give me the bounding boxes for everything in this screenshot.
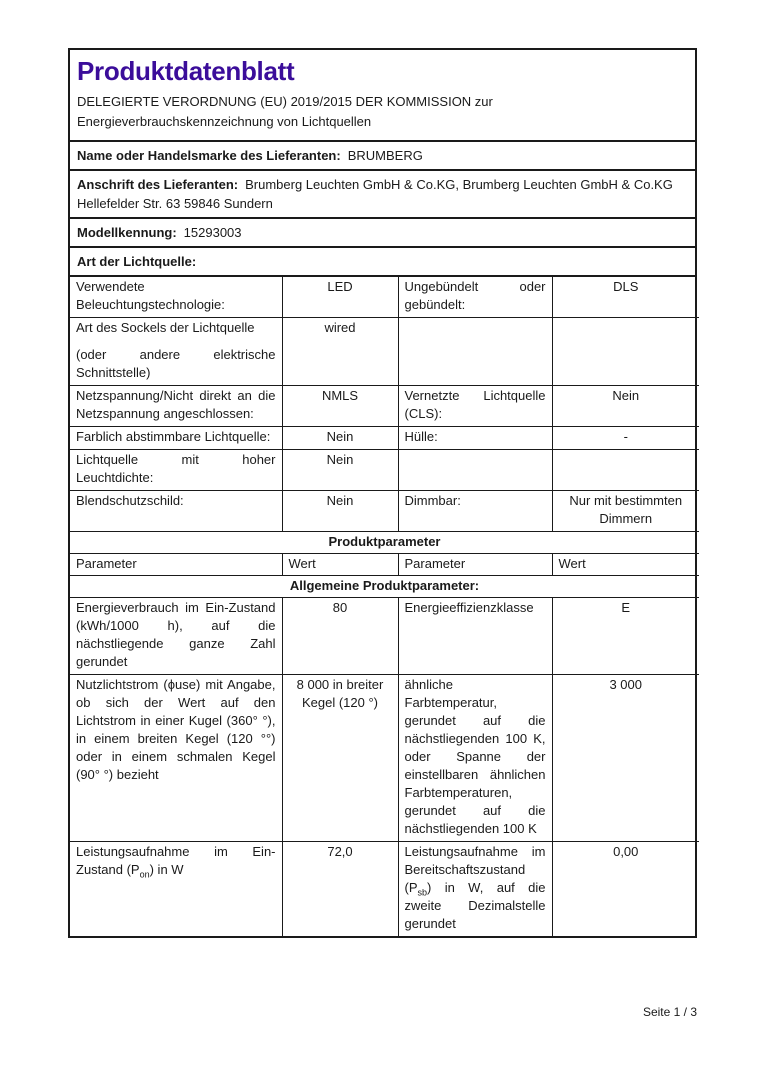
value-cell: NMLS xyxy=(282,386,398,427)
param-cell: Farblich abstimmbare Lichtquelle: xyxy=(70,427,282,450)
value-cell: Nein xyxy=(282,450,398,491)
param-cell: Ungebündelt oder gebündelt: xyxy=(398,277,552,318)
column-header-row xyxy=(70,554,699,576)
param-cell xyxy=(398,318,552,386)
value-cell: Nein xyxy=(282,491,398,532)
value-cell: Nein xyxy=(282,427,398,450)
table-row xyxy=(70,318,699,386)
param-cell: Dimmbar: xyxy=(398,491,552,532)
parameter-table xyxy=(70,277,699,936)
subscript-text: sb xyxy=(417,887,428,898)
subscript-text: on xyxy=(139,869,150,880)
column-header-parameter-left: Parameter xyxy=(70,554,282,576)
section-title-produktparameter: Produktparameter xyxy=(70,532,699,554)
section-title-allgemeine-produktparameter: Allgemeine Produktparameter: xyxy=(70,576,699,598)
param-cell: Verwendete Beleuchtungstechnologie: xyxy=(70,277,282,318)
table-row xyxy=(70,532,699,554)
value-cell: - xyxy=(552,427,699,450)
param-cell: Nutzlichtstrom (ϕuse) mit Angabe, ob sich der Wert auf den Lichtstrom in einer Kugel (360° °), in einem breiten Kegel (120 °°) oder in einem schmalen Kegel (90° °) bezieht xyxy=(70,675,282,842)
model-id-value: 15293003 xyxy=(183,225,242,240)
table-row xyxy=(70,386,699,427)
value-cell: Nein xyxy=(552,386,699,427)
param-cell xyxy=(398,450,552,491)
param-cell: Hülle: xyxy=(398,427,552,450)
column-header-wert-right: Wert xyxy=(552,554,699,576)
param-cell: Energieeffizienzklasse xyxy=(398,598,552,675)
supplier-name-value: BRUMBERG xyxy=(347,148,423,163)
table-row xyxy=(70,598,699,675)
param-cell xyxy=(398,842,552,937)
title-section xyxy=(70,50,695,142)
regulation-subtitle: DELEGIERTE VERORDNUNG (EU) 2019/2015 DER KOMMISSION zur Energieverbrauchskennzeichnung von Lichtquellen xyxy=(77,94,493,129)
page-number: Seite 1 / 3 xyxy=(642,1005,697,1019)
light-source-rows xyxy=(70,277,699,532)
param-cell xyxy=(70,318,282,386)
value-cell: DLS xyxy=(552,277,699,318)
column-header-parameter-right: Parameter xyxy=(398,554,552,576)
value-cell: Nur mit bestimmten Dimmern xyxy=(552,491,699,532)
value-cell: 3 000 xyxy=(552,675,699,842)
table-row xyxy=(70,491,699,532)
supplier-address-row xyxy=(70,171,695,219)
cell-text: ) in W, auf die zweite Dezimalstelle gerundet xyxy=(404,880,546,931)
table-row xyxy=(70,450,699,491)
cell-text: ) in W xyxy=(149,862,184,877)
param-cell xyxy=(70,842,282,937)
value-cell: LED xyxy=(282,277,398,318)
supplier-name-row xyxy=(70,142,695,171)
value-cell xyxy=(552,450,699,491)
param-cell: Energieverbrauch im Ein-Zustand (kWh/1000 h), auf die nächstliegende ganze Zahl gerundet xyxy=(70,598,282,675)
product-parameter-rows xyxy=(70,598,699,937)
value-cell: E xyxy=(552,598,699,675)
table-row xyxy=(70,427,699,450)
value-cell: 8 000 in breiter Kegel (120 °) xyxy=(282,675,398,842)
model-id-row xyxy=(70,219,695,248)
page-title: Produktdatenblatt xyxy=(77,56,295,86)
light-source-type-label: Art der Lichtquelle: xyxy=(77,254,197,269)
column-header-wert-left: Wert xyxy=(282,554,398,576)
value-cell: wired xyxy=(282,318,398,386)
param-cell: ähnliche Farbtemperatur, gerundet auf die nächstliegenden 100 K, oder Spanne der einstellbaren ähnlichen Farbtemperaturen, gerundet auf die nächstliegenden 100 K xyxy=(398,675,552,842)
supplier-address-label: Anschrift des Lieferanten: xyxy=(77,177,239,192)
cell-paragraph: Art des Sockels der Lichtquelle xyxy=(76,320,255,335)
cell-paragraph: (oder andere elektrische Schnittstelle) xyxy=(76,347,276,380)
param-cell: Lichtquelle mit hoher Leuchtdichte: xyxy=(70,450,282,491)
value-cell: 72,0 xyxy=(282,842,398,937)
table-row xyxy=(70,277,699,318)
supplier-address-value: Brumberg Leuchten GmbH & Co.KG, Brumberg Leuchten GmbH & Co.KG Hellefelder Str. 63 59846 Sundern xyxy=(77,177,673,211)
cell-text: Leistungsaufnahme im Bereitschaftszustand (P xyxy=(404,844,546,895)
value-cell: 80 xyxy=(282,598,398,675)
datasheet-document xyxy=(68,48,697,938)
light-source-type-row xyxy=(70,248,695,277)
param-cell: Blendschutzschild: xyxy=(70,491,282,532)
value-cell: 0,00 xyxy=(552,842,699,937)
model-id-label: Modellkennung: xyxy=(77,225,177,240)
value-cell xyxy=(552,318,699,386)
section-header-rows xyxy=(70,532,699,598)
table-row xyxy=(70,576,699,598)
cell-text: Leistungsaufnahme im Ein-Zustand (P xyxy=(76,844,276,877)
param-cell: Vernetzte Lichtquelle (CLS): xyxy=(398,386,552,427)
supplier-name-label: Name oder Handelsmarke des Lieferanten: xyxy=(77,148,341,163)
table-row xyxy=(70,842,699,937)
table-row xyxy=(70,675,699,842)
param-cell: Netzspannung/Nicht direkt an die Netzspannung angeschlossen: xyxy=(70,386,282,427)
